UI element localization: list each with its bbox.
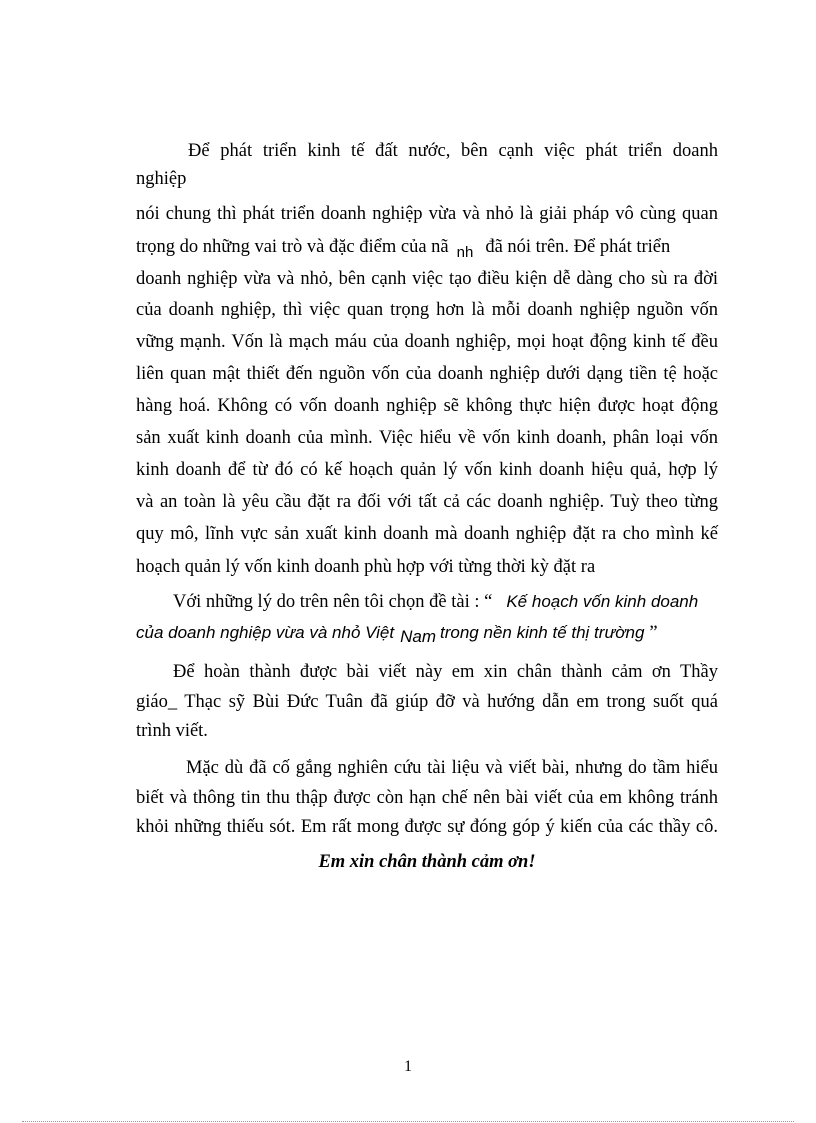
page-number: 1: [404, 1058, 412, 1075]
topic-line-2: [136, 621, 658, 645]
paragraph-1-line-12: và an toàn là yêu cầu đặt ra đối với tất cả các doanh nghiệp. Tuỳ theo từng: [136, 492, 718, 512]
apology-line-3: khỏi những thiếu sót. Em rất mong được sự đóng góp ý kiến của các thầy cô.: [136, 817, 718, 837]
topic-title-subscript: Nam: [400, 627, 437, 646]
topic-title-part-1: Kế hoạch vốn kinh doanh: [506, 592, 699, 611]
thanks-line-2: giáo_ Thạc sỹ Bùi Đức Tuân đã giúp đỡ và hướng dẫn em trong suốt quá: [136, 692, 718, 712]
thanks-line-1: Để hoàn thành được bài viết này em xin chân thành cảm ơn Thầy: [173, 662, 718, 682]
line-4-text: trọng do những vai trò và đặc điểm của nã: [136, 237, 449, 257]
topic-title-part-2: của doanh nghiệp vừa và nhỏ Việt: [136, 623, 395, 642]
apology-line-1: Mặc dù đã cố gắng nghiên cứu tài liệu và viết bài, nhưng do tầm hiểu: [186, 758, 718, 778]
paragraph-1-line-2: nghiệp: [136, 169, 187, 189]
paragraph-1-line-13: quy mô, lĩnh vực sản xuất kinh doanh mà doanh nghiệp đặt ra cho mình kế: [136, 524, 718, 544]
topic-title-part-3: trong nền kinh tế thị trường: [440, 623, 645, 642]
closing-thanks: Em xin chân thành cảm ơn!: [318, 852, 536, 872]
paragraph-1-line-10: sản xuất kinh doanh của mình. Việc hiểu về vốn kinh doanh, phân loại vốn: [136, 428, 718, 448]
paragraph-1-line-5: doanh nghiệp vừa và nhỏ, bên cạnh việc tạo điều kiện dễ dàng cho sù ra đời: [136, 269, 718, 289]
paragraph-1-line-9: hàng hoá. Không có vốn doanh nghiệp sẽ không thực hiện được hoạt động: [136, 396, 718, 416]
paragraph-1-line-1: Để phát triển kinh tế đất nước, bên cạnh việc phát triển doanh: [188, 141, 718, 161]
paragraph-1-line-3: nói chung thì phát triển doanh nghiệp vừa và nhỏ là giải pháp vô cùng quan: [136, 204, 718, 224]
thanks-line-3: trình viết.: [136, 721, 208, 741]
topic-intro: Với những lý do trên nên tôi chọn đề tài : “: [173, 592, 493, 612]
paragraph-1-line-11: kinh doanh để từ đó có kế hoạch quản lý vốn kinh doanh hiệu quả, hợp lý: [136, 460, 718, 480]
topic-line-1: [173, 590, 698, 614]
paragraph-1-line-14: hoạch quản lý vốn kinh doanh phù hợp với từng thời kỳ đặt ra: [136, 557, 596, 577]
line-4-tail: đã nói trên. Để phát triển: [485, 237, 671, 257]
paragraph-1-line-6: của doanh nghiệp, thì việc quan trọng hơn là mỗi doanh nghiệp nguồn vốn: [136, 300, 718, 320]
topic-close-quote: ”: [649, 623, 658, 643]
paragraph-1-line-8: liên quan mật thiết đến nguồn vốn của doanh nghiệp dưới dạng tiền tệ hoặc: [136, 364, 718, 384]
apology-line-2: biết và thông tin thu thập được còn hạn chế nên bài viết của em không tránh: [136, 788, 718, 808]
paragraph-1-line-4: [136, 235, 670, 260]
page-bottom-rule: [22, 1121, 794, 1122]
paragraph-1-line-7: vững mạnh. Vốn là mạch máu của doanh nghiệp, mọi hoạt động kinh tế đều: [136, 332, 718, 352]
line-4-subscript: nh: [456, 244, 474, 261]
